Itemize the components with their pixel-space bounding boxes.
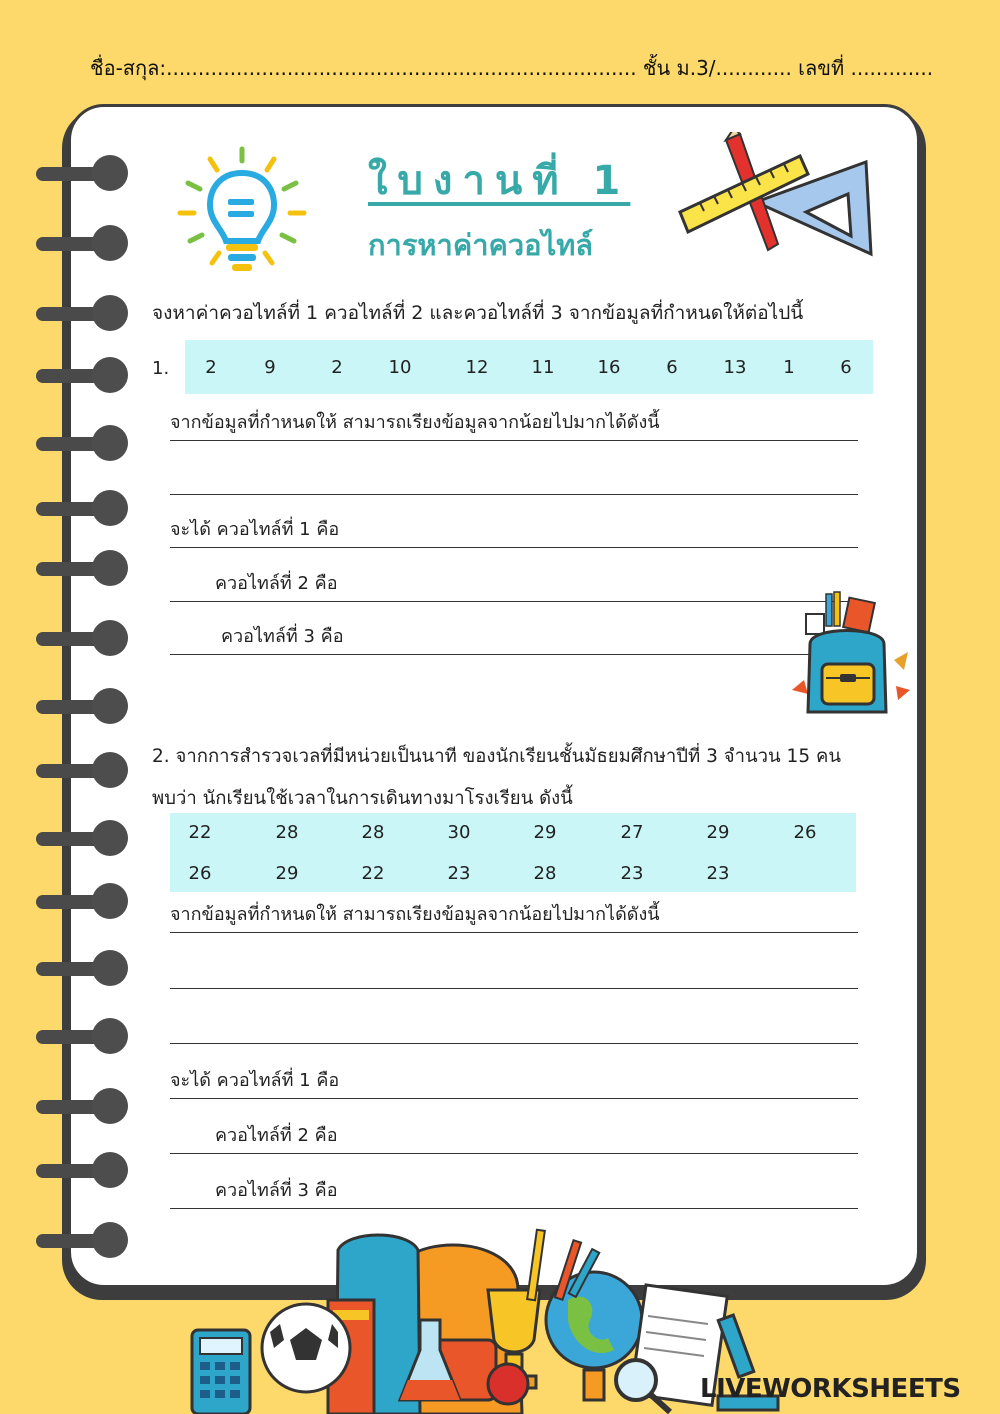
- data-value: 22: [361, 863, 385, 884]
- data-value: 12: [465, 357, 489, 378]
- q2-sort-answer-line-2[interactable]: [170, 958, 858, 989]
- spiral-ring-icon: [36, 688, 128, 724]
- spiral-ring-icon: [36, 225, 128, 261]
- q2-sort-answer-line-3[interactable]: [170, 1013, 858, 1044]
- data-value: 28: [361, 822, 385, 843]
- data-value: 28: [275, 822, 299, 843]
- spiral-ring-icon: [36, 1018, 128, 1054]
- question-2-text-line-2: พบว่า นักเรียนใช้เวลาในการเดินทางมาโรงเรียน ดังนี้: [152, 788, 573, 809]
- q1-sort-prompt: จากข้อมูลที่กำหนดให้ สามารถเรียงข้อมูลจากน้อยไปมากได้ดังนี้: [170, 412, 660, 433]
- q2-sort-prompt: จากข้อมูลที่กำหนดให้ สามารถเรียงข้อมูลจากน้อยไปมากได้ดังนี้: [170, 904, 660, 925]
- data-value: 6: [840, 357, 852, 378]
- data-value: 23: [706, 863, 730, 884]
- data-value: 11: [531, 357, 555, 378]
- q1-quartile-3-label: ควอไทล์ที่ 3 คือ: [221, 626, 344, 647]
- q1-quartile-2-label: ควอไทล์ที่ 2 คือ: [215, 573, 338, 594]
- data-value: 10: [388, 357, 412, 378]
- q2-quartile-3-answer-line[interactable]: [170, 1178, 858, 1209]
- spiral-ring-icon: [36, 620, 128, 656]
- liveworksheets-logo: LIVEWORKSHEETS: [700, 1374, 961, 1404]
- worksheet-title: ใบงานที่ 1: [368, 158, 631, 204]
- worksheet-subtitle: การหาค่าควอไทล์: [368, 228, 594, 262]
- question-1-number: 1.: [152, 358, 170, 379]
- spiral-ring-icon: [36, 752, 128, 788]
- data-value: 29: [533, 822, 557, 843]
- data-value: 26: [188, 863, 212, 884]
- data-value: 28: [533, 863, 557, 884]
- q2-quartile-1-answer-line[interactable]: [170, 1068, 858, 1099]
- spiral-ring-icon: [36, 950, 128, 986]
- data-value: 29: [275, 863, 299, 884]
- q2-quartile-2-answer-line[interactable]: [170, 1123, 858, 1154]
- ruler-set-square-icon: [676, 132, 876, 260]
- spiral-ring-icon: [36, 1152, 128, 1188]
- data-value: 13: [723, 357, 747, 378]
- spiral-ring-icon: [36, 1222, 128, 1258]
- data-value: 22: [188, 822, 212, 843]
- data-value: 26: [793, 822, 817, 843]
- q1-quartile-1-label: จะได้ ควอไทล์ที่ 1 คือ: [170, 519, 340, 540]
- q2-quartile-3-label: ควอไทล์ที่ 3 คือ: [215, 1180, 338, 1201]
- q2-quartile-1-label: จะได้ ควอไทล์ที่ 1 คือ: [170, 1070, 340, 1091]
- backpack-icon: [786, 590, 912, 718]
- question-1-data-box: [185, 340, 873, 394]
- spiral-ring-icon: [36, 295, 128, 331]
- spiral-ring-icon: [36, 155, 128, 191]
- question-2-text-line-1: 2. จากการสำรวจเวลที่มีหน่วยเป็นนาที ของนักเรียนชั้นมัธยมศึกษาปีที่ 3 จำนวน 15 คน: [152, 746, 841, 767]
- data-value: 30: [447, 822, 471, 843]
- instruction-text: จงหาค่าควอไทล์ที่ 1 ควอไทล์ที่ 2 และควอไทล์ที่ 3 จากข้อมูลที่กำหนดให้ต่อไปนี้: [152, 302, 804, 324]
- q1-quartile-2-answer-line[interactable]: [170, 571, 858, 602]
- data-value: 1: [783, 357, 795, 378]
- question-2-data-box: [170, 813, 856, 892]
- q1-quartile-3-answer-line[interactable]: [170, 624, 858, 655]
- data-value: 27: [620, 822, 644, 843]
- spiral-ring-icon: [36, 425, 128, 461]
- q2-quartile-2-label: ควอไทล์ที่ 2 คือ: [215, 1125, 338, 1146]
- data-value: 23: [447, 863, 471, 884]
- data-value: 29: [706, 822, 730, 843]
- data-value: 9: [264, 357, 276, 378]
- spiral-ring-icon: [36, 883, 128, 919]
- data-value: 2: [205, 357, 217, 378]
- spiral-ring-icon: [36, 1088, 128, 1124]
- q2-sort-answer-line[interactable]: [170, 902, 858, 933]
- light-bulb-icon: [172, 145, 312, 280]
- spiral-ring-icon: [36, 550, 128, 586]
- student-info-line: ชื่อ-สกุล:.......................................................................... ชั้น ม.3/............ เลขที่ .............: [90, 56, 934, 80]
- spiral-ring-icon: [36, 357, 128, 393]
- q1-sort-answer-line[interactable]: [170, 410, 858, 441]
- data-value: 2: [331, 357, 343, 378]
- data-value: 16: [597, 357, 621, 378]
- q1-quartile-1-answer-line[interactable]: [170, 517, 858, 548]
- spiral-ring-icon: [36, 490, 128, 526]
- q1-sort-answer-line-2[interactable]: [170, 464, 858, 495]
- data-value: 6: [666, 357, 678, 378]
- data-value: 23: [620, 863, 644, 884]
- spiral-ring-icon: [36, 820, 128, 856]
